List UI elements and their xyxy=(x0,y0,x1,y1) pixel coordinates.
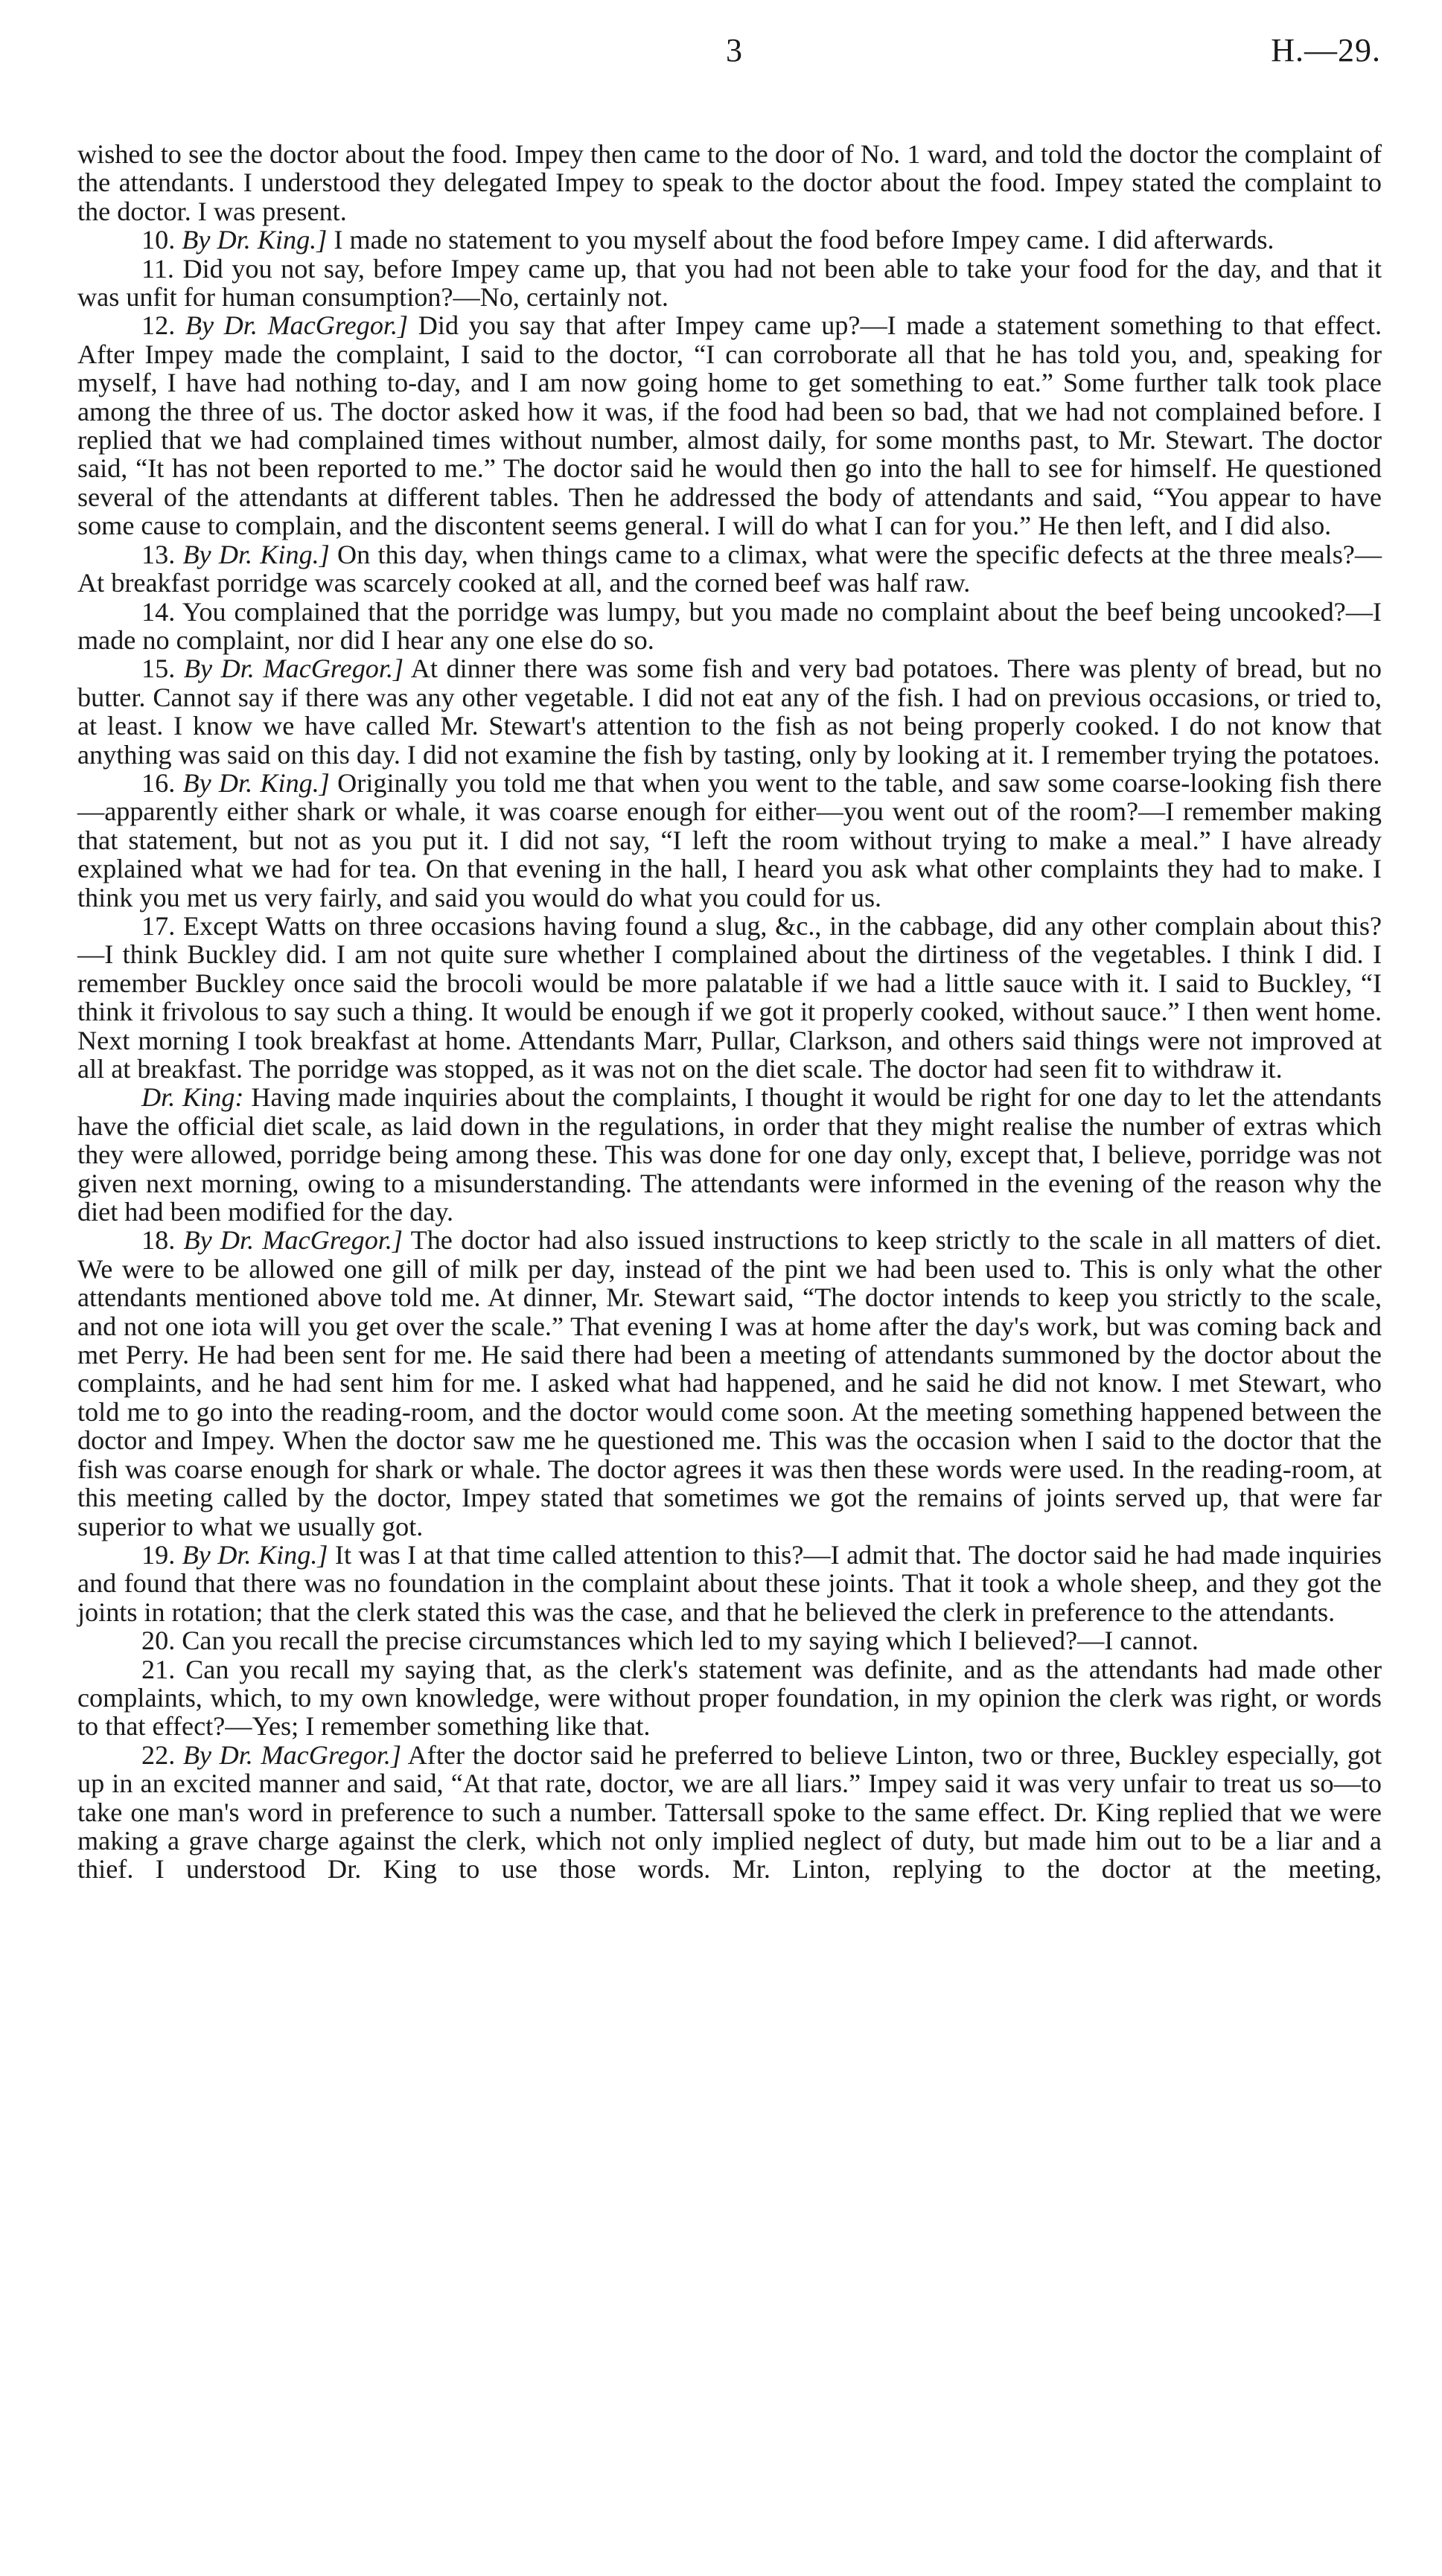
paragraph xyxy=(77,769,1382,912)
paragraph xyxy=(77,311,1382,540)
speaker-label: By Dr. MacGregor.] xyxy=(183,1225,403,1256)
question-number: 16. xyxy=(141,767,176,798)
speaker-label: By Dr. MacGregor.] xyxy=(185,310,409,341)
paragraph xyxy=(77,255,1382,312)
page-header xyxy=(0,31,1442,76)
page-number: 3 xyxy=(726,32,742,68)
paragraph xyxy=(77,1741,1382,1884)
question-number: 17. xyxy=(141,910,176,941)
question-number: 19. xyxy=(141,1539,176,1570)
paragraph-text: On this day, when things came to a climax, what were the specific defects at the three meals?—At breakfast porridge was scarcely cooked at all, and the corned beef was half raw. xyxy=(77,539,1382,598)
question-number: 21. xyxy=(141,1654,176,1684)
paragraph xyxy=(77,1626,1382,1655)
speaker-label: Dr. King: xyxy=(141,1082,244,1113)
paragraph-text: Except Watts on three occasions having found a slug, &c., in the cabbage, did any other complain about this?—I think Buckley did. I am not quite sure whether I complained about the dirtiness of the vegetables. I think I did. I remember Buckley once said the brocoli would be more palatable if we had a little sauce with it. I said to Buckley, “I think it frivolous to say such a thing. It would be enough if we got it properly cooked, without sauce.” I then went home. Next morning I took breakfast at home. Attendants Marr, Pullar, Clarkson, and others said things were not improved at all at breakfast. The porridge was stopped, as it was not on the diet scale. The doctor had seen fit to withdraw it. xyxy=(77,910,1382,1084)
question-number: 11. xyxy=(141,253,174,284)
speaker-label: By Dr. MacGregor.] xyxy=(182,1739,402,1770)
paragraph-text: Originally you told me that when you went to the table, and saw some coarse-looking fish there—apparently either shark or whale, it was coarse enough for either—you went out of the room?—I remember making that statement, but not as you put it. I did not say, “I left the room without trying to make a meal.” I have already explained what we had for tea. On that evening in the hall, I heard you ask what other complaints they had to make. I think you met us very fairly, and said you would do what you could for us. xyxy=(77,767,1382,913)
paragraph-text: Did you not say, before Impey came up, that you had not been able to take your food for the day, and that it was unfit for human consumption?—No, certainly not. xyxy=(77,253,1382,313)
speaker-label: By Dr. King.] xyxy=(182,225,328,255)
question-number: 18. xyxy=(141,1225,176,1256)
paragraph-text: Can you recall my saying that, as the clerk's statement was definite, and as the attendants had made other complaints, which, to my own knowledge, were without proper foundation, in my opinion the clerk was right, or words to that effect?—Yes; I remember something like that. xyxy=(77,1654,1382,1742)
paragraph xyxy=(77,654,1382,769)
paragraph-text: Did you say that after Impey came up?—I made a statement something to that effect. After Impey made the complaint, I said to the doctor, “I can corroborate all that he has told you, and, speaking for myself, I have had nothing to-day, and I am now going home to get something to eat.” Some further talk took place among the three of us. The doctor asked how it was, if the food had been so bad, that we had not complained before. I replied that we had complained times without number, almost daily, for some months past, to Mr. Stewart. The doctor said, “It has not been reported to me.” The doctor said he would then go into the hall to see for himself. He questioned several of the attendants at different tables. Then he addressed the body of attendants and said, “You appear to have some cause to complain, and the discontent seems general. I will do what I can for you.” He then left, and I did also. xyxy=(77,310,1382,541)
paragraph-text: It was I at that time called attention to this?—I admit that. The doctor said he had made inquiries and found that there was no foundation in the complaint about these joints. That it took a whole sheep, and they got the joints in rotation; that the clerk stated this was the case, and that he believed the clerk in preference to the attendants. xyxy=(77,1539,1382,1627)
question-number: 12. xyxy=(141,310,176,341)
speaker-label: By Dr. King.] xyxy=(182,539,330,569)
paragraph xyxy=(77,540,1382,598)
paragraph-text: Having made inquiries about the complaints, I thought it would be right for one day to let the attendants have the official diet scale, as laid down in the regulations, in order that they might realise the number of extras which they were allowed, porridge being among these. This was done for one day only, except that, I believe, porridge was not given next morning, owing to a misunderstanding. The attendants were informed in the evening of the reason why the diet had been modified for the day. xyxy=(77,1082,1382,1227)
paragraph-text: The doctor had also issued instructions to keep strictly to the scale in all matters of diet. We were to be allowed one gill of milk per day, instead of the pint we had been used to. This is only what the other attendants mentioned above told me. At dinner, Mr. Stewart said, “The doctor intends to keep you strictly to the scale, and not one iota will you get over the scale.” That evening I was at home after the day's work, but was coming back and met Perry. He had been sent for me. He said there had been a meeting of attendants summoned by the doctor about the complaints, and he had sent him for me. I asked what had happened, and he said he did not know. I met Stewart, who told me to go into the reading-room, and the doctor would come soon. At the meeting something happened between the doctor and Impey. When the doctor saw me he questioned me. This was the occasion when I said to the doctor that the fish was coarse enough for shark or whale. The doctor agrees it was then these words were used. In the reading-room, at this meeting called by the doctor, Impey stated that sometimes we got the remains of joints served up, that were far superior to what we usually got. xyxy=(77,1225,1382,1541)
question-number: 22. xyxy=(141,1739,176,1770)
speaker-label: By Dr. King.] xyxy=(182,767,330,798)
paragraph xyxy=(77,1655,1382,1741)
speaker-label: By Dr. MacGregor.] xyxy=(183,653,404,684)
paragraph xyxy=(77,226,1382,254)
question-number: 20. xyxy=(141,1626,176,1656)
paragraph-text: You complained that the porridge was lumpy, but you made no complaint about the beef being uncooked?—I made no complaint, nor did I hear any one else do so. xyxy=(77,596,1382,655)
paragraph-text: wished to see the doctor about the food. Impey then came to the door of No. 1 ward, and told the doctor the complaint of the attendants. I understood they delegated Impey to speak to the doctor about the food. Impey stated the complaint to the doctor. I was present. xyxy=(77,139,1382,226)
paragraph xyxy=(77,1541,1382,1626)
speaker-label: By Dr. King.] xyxy=(182,1539,328,1570)
document-body xyxy=(77,140,1382,1884)
question-number: 13. xyxy=(141,539,176,569)
question-number: 10. xyxy=(141,225,176,255)
paragraph xyxy=(77,912,1382,1083)
paragraph-text: I made no statement to you myself about the food before Impey came. I did afterwards. xyxy=(334,225,1274,255)
paragraph-text: After the doctor said he preferred to believe Linton, two or three, Buckley especially, got up in an excited manner and said, “At that rate, doctor, we are all liars.” Impey said it was very unfair to treat us so—to take one man's word in preference to such a number. Tattersall spoke to the same effect. Dr. King replied that we were making a grave charge against the clerk, which not only implied neglect of duty, but made him out to be a liar and a thief. I understood Dr. King to use those words. Mr. Linton, replying to the doctor at the meeting, xyxy=(77,1739,1382,1885)
question-number: 14. xyxy=(141,596,176,627)
paragraph xyxy=(77,1083,1382,1226)
document-reference: H.—29. xyxy=(1271,32,1381,68)
paragraph-text: At dinner there was some fish and very bad potatoes. There was plenty of bread, but no butter. Cannot say if there was any other vegetable. I did not eat any of the fish. I had on previous occasions, or tried to, at least. I know we have called Mr. Stewart's attention to the fish as not being properly cooked. I do not know that anything was said on this day. I did not examine the fish by tasting, only by looking at it. I remember trying the potatoes. xyxy=(77,653,1382,770)
question-number: 15. xyxy=(141,653,176,684)
paragraph xyxy=(77,1226,1382,1540)
paragraph xyxy=(77,140,1382,226)
paragraph-text: Can you recall the precise circumstances which led to my saying which I believed?—I cannot. xyxy=(182,1626,1199,1656)
paragraph xyxy=(77,598,1382,655)
